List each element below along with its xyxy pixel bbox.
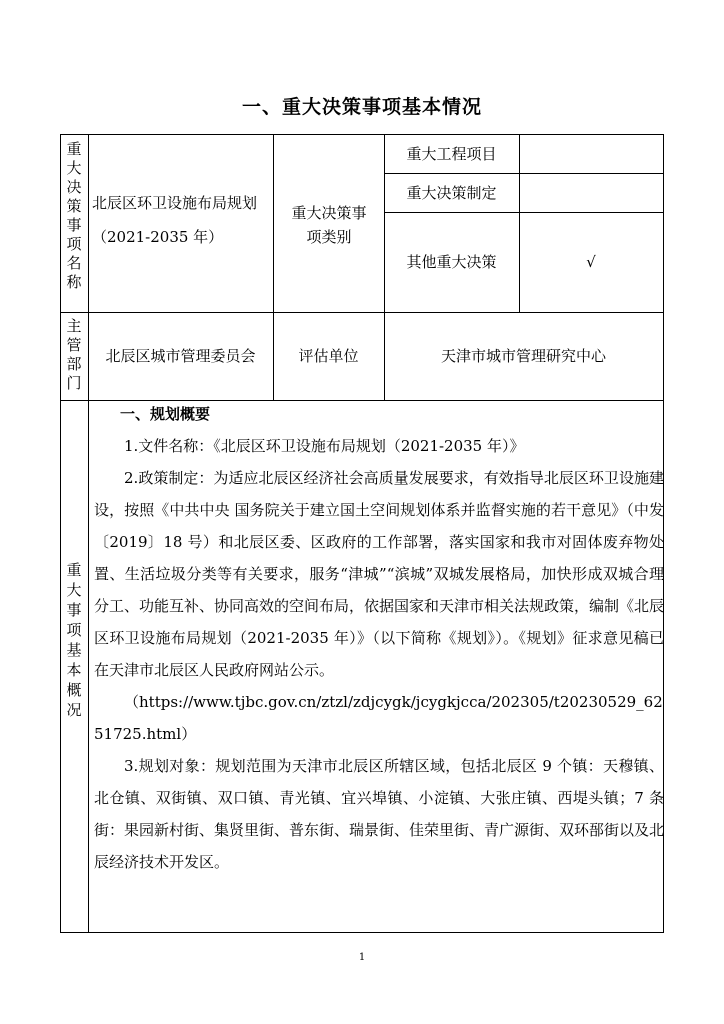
- option-other-decision-mark: √: [586, 253, 596, 271]
- option-decision-making: 重大决策制定: [406, 183, 497, 202]
- overview-label: 重 大 事 项 基 本 概 况: [66, 561, 82, 719]
- page-title: 一、重大决策事项基本情况: [241, 96, 482, 118]
- evaluation-unit-label: 评估单位: [298, 347, 359, 365]
- decision-name-label: 重 大 决 策 事 项 名 称: [66, 140, 82, 291]
- policy-paragraph: 2.政策制定：为适应北辰区经济社会高质量发展要求，有效指导北辰区环卫设施建设，按照《中共中央 国务院关于建立国土空间规划体系并监督实施的若干意见》（中发〔2019〕18 号）和北辰区委、区政府的工作部署，落实国家和我市对固体废弃物处置、生活垃圾分类等有关要求，服务“津城”“滨城”双城发展格局，加快形成双城合理分工、功能互补、协同高效的空间布局，依据国家和天津市相关法规政策，编制《北辰区环卫设施布局规划（2021-2035 年）》（以下简称《规划》）。《规划》征求意见稿已在天津市北辰区人民政府网站公示。: [94, 469, 665, 679]
- page-number: 1: [358, 952, 366, 963]
- plan-scope-paragraph: 3.规划对象：规划范围为天津市北辰区所辖区域，包括北辰区 9 个镇：天穆镇、北仓镇、双街镇、双口镇、青光镇、宜兴埠镇、小淀镇、大张庄镇、西堤头镇；7 条街：果园新村街、集贤里街、普东街、瑞景街、佳荣里街、青广源街、双环郚街以及北辰经济技术开发区。: [94, 757, 665, 871]
- label-column-divider: [88, 134, 89, 933]
- source-url[interactable]: （https://www.tjbc.gov.cn/ztzl/zdjcygk/jcygkjcca/202305/t20230529_6251725.html）: [94, 693, 663, 743]
- option-decision-making-mark: [519, 173, 663, 212]
- overview-body: [94, 398, 664, 878]
- decision-category-label: 重大决策事项类别: [291, 204, 367, 246]
- decision-name-value: 北辰区环卫设施布局规划（2021-2035 年）: [92, 194, 258, 246]
- file-name-paragraph: 1.文件名称：《北辰区环卫设施布局规划（2021-2035 年）》: [124, 437, 525, 455]
- department-label: 主 管 部 门: [66, 317, 82, 392]
- section-heading: 一、规划概要: [120, 405, 211, 423]
- table-border-bottom: [60, 932, 664, 933]
- option-major-project: 重大工程项目: [406, 144, 497, 163]
- department-value: 北辰区城市管理委员会: [105, 347, 256, 365]
- evaluation-unit-value: 天津市城市管理研究中心: [440, 347, 606, 365]
- option-major-project-mark: [519, 134, 663, 173]
- option-other-decision: 其他重大决策: [406, 253, 497, 271]
